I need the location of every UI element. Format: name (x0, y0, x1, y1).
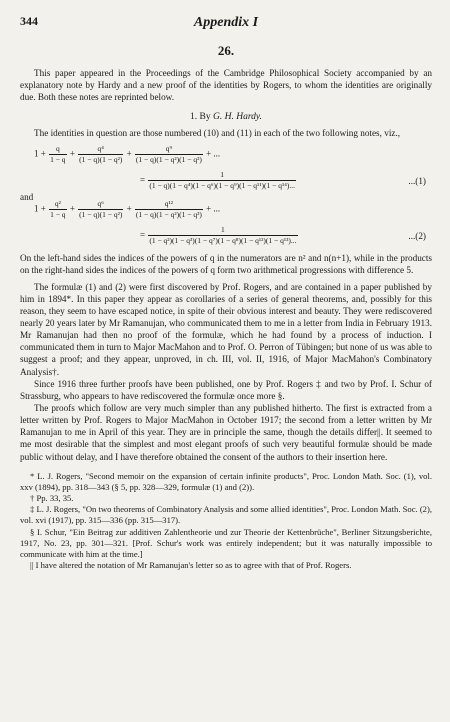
footnote-1: * L. J. Rogers, "Second memoir on the expansion of certain infinite products", Proc. London Math. Soc. (1), vol. xxv (1894), pp. 318—343 (§ 5, pp. 328—329, formulæ (1) and (2)). (20, 470, 432, 492)
page-number: 344 (20, 14, 38, 28)
footnote-3: ‡ L. J. Rogers, "On two theorems of Combinatory Analysis and some allied identities", Proc. London Math. Soc. (2), vol. xvi (1917), pp. 315—336 (pp. 315—317). (20, 504, 432, 526)
equation-2-rhs: = $\frac{1}{\text{(1 − q²)(1 − q³)(1 − q⁷)(1 − q⁸)(1 − q¹²)(1 − q¹³)...}}$ (140, 225, 297, 246)
equation-1-label: ...(1) (408, 176, 426, 187)
eq1-term1: $\frac{q}{1 - q}$ (50, 144, 66, 165)
footnote-2: † Pp. 33, 35. (30, 492, 74, 503)
running-title: Appendix I (193, 15, 259, 30)
eq2-tail: + ... (206, 203, 221, 214)
eq1-term2: $\frac{\text{q⁴}}{\text{(1 − q)(1 − q²)}}$ (79, 144, 123, 165)
subheading-author: G. H. Hardy. (212, 111, 262, 122)
intro-paragraph: This paper appeared in the Proceedings of the Cambridge Philosophical Society accompanied by an explanatory note by Hardy and a new proof of the identities by Rogers, to whom the identities are originally due. Both these notes are reprinted below. (20, 68, 432, 103)
eq1-lead: 1 + (34, 148, 46, 159)
equation-1-rhs: = $\frac{1}{\text{(1 − q)(1 − q⁴)(1 − q⁶)(1 − q⁹)(1 − q¹¹)(1 − q¹⁴)...}}$ (140, 170, 296, 191)
eq2-lead: 1 + (34, 203, 46, 214)
paragraph-2: On the left-hand sides the indices of the powers of q in the numerators are n² and n(n+1), while in the products on the right-hand sides the indices of the powers of q form two arithmetical progressions with difference 5. (20, 253, 432, 276)
paragraph-1: The identities in question are those numbered (10) and (11) in each of the two following notes, viz., (34, 128, 401, 139)
paragraph-3: The formulæ (1) and (2) were first discovered by Prof. Rogers, and are contained in a paper published by him in 1894*. In this paper they appear as corollaries of a series of general theorems, and, possibly for this reason, they seem to have escaped notice, in spite of their obvious interest and beauty. They were rediscovered nearly 20 years later by Mr Ramanujan, who communicated them to me in a letter from India in February 1913. Mr Ramanujan had then no proof of the formulæ, which he had found by a process of induction. I communicated them in turn to Major MacMahon and to Prof. O. Perron of Tübingen; but none of us was able to suggest a proof; and they appear, unproved, in ch. III, vol. II, 1916, of Major MacMahon's Combinatory Analysis†. (20, 281, 432, 377)
eq2-term1: $\frac{\text{q²}}{1 - q}$ (50, 199, 66, 220)
and-word: and (20, 192, 34, 203)
eq2-term3: $\frac{\text{q¹²}}{\text{(1 − q)(1 − q²)(1 − q³)}}$ (135, 199, 202, 220)
book-page (20, 14, 432, 571)
equation-1 (20, 142, 432, 194)
section-number: 26. (217, 43, 235, 58)
equation-2 (20, 192, 432, 249)
footnote-5: || I have altered the notation of Mr Ramanujan's letter so as to agree with that of Prof. Rogers. (30, 560, 352, 571)
eq1-product: $\frac{1}{\text{(1 − q)(1 − q⁴)(1 − q⁶)(1 − q⁹)(1 − q¹¹)(1 − q¹⁴)...}}$ (149, 170, 296, 191)
footnote-4: § I. Schur, "Ein Beitrag zur additiven Zahlentheorie und zur Theorie der Kettenbrüche", Berliner Sitzungsberichte, 1917, No. 23, pp. 301—321. [Prof. Schur's work was entirely independent; but it was naturally impossible to communicate with him at the time.] (20, 526, 432, 559)
subheading (20, 111, 432, 124)
paragraph-4: Since 1916 three further proofs have been published, one by Prof. Rogers ‡ and two by Prof. I. Schur of Strassburg, who appears to have rediscovered the formulæ once more §. (20, 378, 432, 401)
equation-1-lhs: 1 + $\frac{q}{1 - q}$ + $\frac{\text{q⁴}}{\text{(1 − q)(1 − q²)}}$ + $\frac{\text{q⁹}}{\text{(1 − q)(1 − q²)(1 − q³)}}$ + ... (34, 144, 221, 165)
subheading-prefix: 1. By (190, 111, 211, 122)
equation-2-label: ...(2) (408, 231, 426, 242)
footnotes (20, 471, 432, 572)
equation-2-lhs: 1 + $\frac{\text{q²}}{1 - q}$ + $\frac{\text{q⁶}}{\text{(1 − q)(1 − q²)}}$ + $\frac{\text{q¹²}}{\text{(1 − q)(1 − q²)(1 − q³)}}$ + ... (34, 199, 221, 220)
paragraph-5: The proofs which follow are very much simpler than any published hitherto. The first is extracted from a letter written by Prof. Rogers to Major MacMahon in October 1917; the second from a letter written by Mr Ramanujan to me in April of this year. They are in principle the same, though the details differ||. It seemed to me most desirable that the simplest and most elegant proofs of such very beautiful formulæ should be made public without delay, and I have therefore obtained the consent of the authors to their insertion here. (20, 402, 432, 462)
eq1-tail: + ... (206, 148, 221, 159)
eq2-term2: $\frac{\text{q⁶}}{\text{(1 − q)(1 − q²)}}$ (79, 199, 123, 220)
eq2-product: $\frac{1}{\text{(1 − q²)(1 − q³)(1 − q⁷)(1 − q⁸)(1 − q¹²)(1 − q¹³)...}}$ (149, 225, 297, 246)
eq1-term3: $\frac{\text{q⁹}}{\text{(1 − q)(1 − q²)(1 − q³)}}$ (135, 144, 202, 165)
running-header (20, 14, 432, 32)
